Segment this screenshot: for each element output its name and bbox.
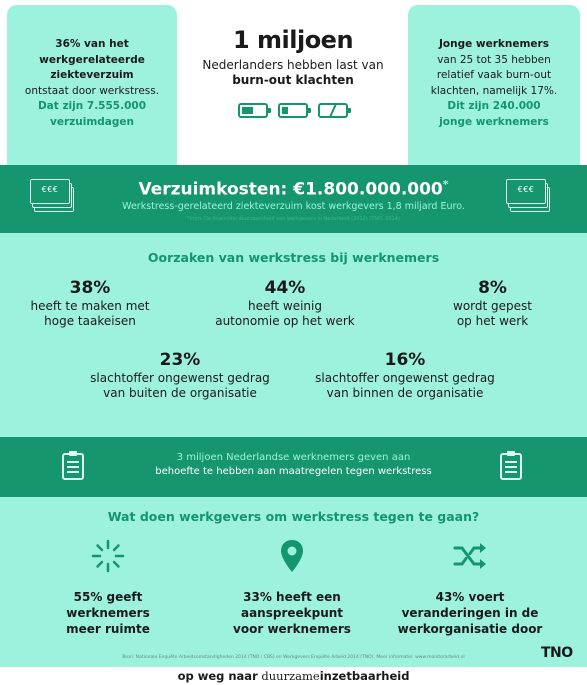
cause-pct: 38% [69, 278, 111, 298]
money-stack-icon [506, 179, 550, 213]
tagline-part2: duurzame [261, 669, 320, 683]
left-stat-card [7, 5, 177, 165]
cause-line1: wordt gepest [453, 299, 532, 313]
right-stat-card [408, 5, 580, 165]
cause-line2: van binnen de organisatie [326, 386, 484, 400]
bottom-tagline [0, 667, 587, 685]
cause-line1: heeft te maken met [30, 299, 150, 313]
measure-line2: veranderingen in de [401, 606, 539, 620]
cause-line2: op het werk [456, 314, 529, 328]
clipboard-icon [62, 453, 84, 480]
costs-title [0, 178, 587, 200]
tagline-part3: inzetbaarheid [319, 669, 410, 683]
cause-line2: hoge taakeisen [44, 314, 136, 328]
cause-pct: 16% [384, 350, 426, 370]
cause-pct: 8% [478, 278, 507, 298]
left-card-line4: ontstaat door werkstress. [24, 84, 160, 97]
money-stack-icon [30, 179, 74, 213]
source-footnote: Bron: Nationale Enquête Arbeidsomstandigheden 2014 (TNO / CBS) en Werkgevers Enquête Arbeid 2014 (TNO). Meer informatie: www.monitorarbeid.nl [122, 655, 465, 660]
left-card-line6: verzuimdagen [50, 115, 134, 128]
bill-label: €€€ [41, 185, 59, 194]
top-section [0, 0, 587, 165]
clipboard-icon [500, 453, 522, 480]
right-card-line5: Dit zijn 240.000 [447, 100, 541, 112]
bill-label: €€€ [517, 185, 535, 194]
center-headline-block [180, 0, 406, 165]
costs-subtitle: Werkstress-gerelateerd ziekteverzuim kost werkgevers 1,8 miljard Euro. [122, 200, 465, 212]
battery-low-icon [278, 103, 308, 118]
measure-line2: werknemers [66, 606, 150, 620]
right-card-line4: klachten, namelijk 17%. [430, 84, 558, 97]
tno-logo: TNO [541, 645, 573, 661]
costs-asterisk: * [442, 178, 449, 191]
headline-sub1: Nederlanders hebben last van [202, 58, 384, 72]
employer-measure [212, 537, 372, 637]
right-card-line1: Jonge werknemers [439, 38, 549, 50]
right-card-line6: jonge werknemers [439, 115, 549, 128]
costs-footnote: *bron: De financiële duurzaamheid van werkgevers in Nederland (2012) (TNO, 2014) [187, 215, 400, 222]
cause-stat [200, 278, 370, 329]
left-card-line1: 36% van het [55, 38, 129, 50]
measure-line1: 33% heeft een [243, 590, 341, 604]
tagline-part1: op weg naar [177, 669, 258, 683]
cause-line1: slachtoffer ongewenst gedrag [315, 371, 495, 385]
battery-empty-icon [318, 103, 348, 118]
sparkle-icon [90, 538, 126, 574]
measures-line2: behoefte te hebben aan maatregelen tegen werkstress [155, 466, 432, 477]
measures-band [0, 437, 587, 497]
measure-line1: 55% geeft [73, 590, 143, 604]
cause-stat [70, 350, 290, 401]
headline-sub2: burn-out klachten [232, 73, 354, 87]
cause-pct: 44% [264, 278, 306, 298]
headline: 1 miljoen [232, 26, 354, 54]
left-card-line2: werkgerelateerde [39, 53, 145, 66]
cause-pct: 23% [159, 350, 201, 370]
left-card-line3: ziekteverzuim [50, 69, 134, 81]
costs-title-text: Verzuimkosten: €1.800.000.000 [138, 179, 443, 200]
measure-line3: werkorganisatie door [397, 622, 543, 636]
causes-section [0, 233, 587, 437]
employer-measure [390, 537, 550, 637]
cause-stat [430, 278, 555, 329]
location-pin-icon [279, 538, 305, 574]
measure-line2: aanspreekpunt [240, 606, 344, 620]
right-card-line3: relatief vaak burn-out [436, 69, 552, 81]
cause-stat [295, 350, 515, 401]
employers-section [0, 497, 587, 667]
employers-title: Wat doen werkgevers om werkstress tegen te gaan? [107, 509, 480, 524]
shuffle-icon [452, 541, 488, 571]
battery-half-icon [238, 103, 268, 118]
measure-line3: voor werknemers [233, 622, 351, 636]
measure-line3: meer ruimte [66, 622, 150, 636]
left-card-line5: Dat zijn 7.555.000 [37, 100, 147, 112]
cause-line1: heeft weinig [248, 299, 322, 313]
costs-band [0, 165, 587, 233]
causes-title: Oorzaken van werkstress bij werknemers [147, 250, 440, 265]
measure-line1: 43% voert [435, 590, 505, 604]
cause-line1: slachtoffer ongewenst gedrag [90, 371, 270, 385]
right-card-line2: van 25 tot 35 hebben [437, 53, 551, 66]
cause-stat [20, 278, 160, 329]
measures-line1: 3 miljoen Nederlandse werknemers geven aan [176, 452, 411, 463]
battery-slash-icon [320, 105, 346, 116]
cause-line2: autonomie op het werk [215, 314, 355, 328]
battery-icons [180, 103, 406, 118]
employer-measure [28, 537, 188, 637]
cause-line2: van buiten de organisatie [103, 386, 257, 400]
